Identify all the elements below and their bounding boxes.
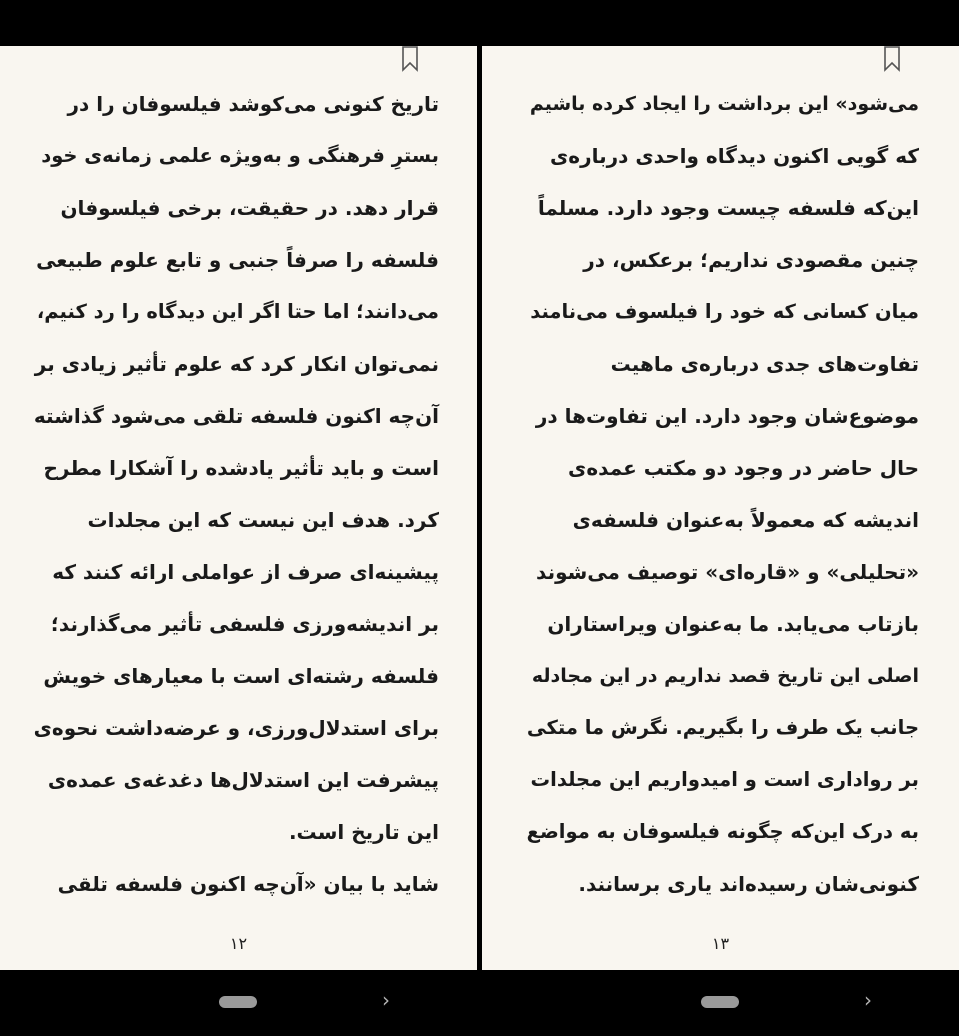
book-page-left[interactable]: [0, 46, 477, 970]
text-line: پیشینه‌ای صرف از عواملی ارائه کنند که: [52, 560, 439, 584]
book-page-right[interactable]: [482, 46, 959, 970]
text-line: فلسفه را صرفاً جنبی و تابع علوم طبیعی: [36, 248, 439, 272]
text-line: موضوع‌شان وجود دارد. این تفاوت‌ها در: [535, 404, 919, 428]
text-line: قرار دهد. در حقیقت، برخی فیلسوفان: [60, 196, 439, 220]
chevron-right-icon[interactable]: ›: [382, 988, 390, 1012]
text-line: پیشرفت این استدلال‌ها دغدغه‌ی عمده‌ی: [47, 768, 439, 792]
text-line: شاید با بیان «آن‌چه اکنون فلسفه تلقی: [57, 872, 439, 896]
text-line: است و باید تأثیر یادشده را آشکارا مطرح: [43, 456, 439, 480]
page-text: [526, 78, 919, 910]
text-line: این‌که فلسفه چیست وجود دارد. مسلماً: [537, 196, 919, 220]
text-line: تاریخ کنونی می‌کوشد فیلسوفان را در: [67, 92, 439, 116]
status-bar: [0, 0, 477, 46]
text-line: چنین مقصودی نداریم؛ برعکس، در: [583, 248, 919, 272]
text-line: اصلی این تاریخ قصد نداریم در این مجادله: [531, 665, 919, 687]
text-line: اندیشه که معمولاً به‌عنوان فلسفه‌ی: [572, 508, 919, 532]
text-line: حال حاضر در وجود دو مکتب عمده‌ی: [568, 456, 919, 480]
chevron-right-icon[interactable]: ›: [864, 988, 872, 1012]
page-text: [32, 78, 439, 910]
page-number: ۱۲: [229, 934, 248, 953]
status-bar: [482, 0, 959, 46]
text-line: بر اندیشه‌ورزی فلسفی تأثیر می‌گذارند؛: [50, 612, 439, 636]
text-line: این تاریخ است.: [288, 820, 439, 844]
text-line: آن‌چه اکنون فلسفه تلقی می‌شود گذاشته: [33, 404, 439, 428]
navigation-bar: [0, 970, 477, 1036]
text-line: برای استدلال‌ورزی، و عرضه‌داشت نحوه‌ی: [33, 716, 439, 740]
text-line: میان کسانی که خود را فیلسوف می‌نامند: [530, 300, 919, 323]
left-screen: [0, 0, 477, 1036]
text-line: می‌دانند؛ اما حتا اگر این دیدگاه را رد کنیم،: [36, 300, 439, 323]
text-line: بازتاب می‌یابد. ما به‌عنوان ویراستاران: [547, 612, 919, 636]
text-line: کرد. هدف این نیست که این مجلدات: [87, 508, 439, 532]
text-line: «تحلیلی» و «قاره‌ای» توصیف می‌شوند: [536, 560, 919, 584]
home-pill-icon[interactable]: [701, 996, 739, 1008]
text-line: به درک این‌که چگونه فیلسوفان به مواضع: [526, 820, 919, 843]
text-line: بر رواداری است و امیدواریم این مجلدات: [530, 768, 919, 791]
right-screen: [482, 0, 959, 1036]
text-line: جانب یک طرف را بگیریم. نگرش ما متکی: [526, 716, 919, 739]
text-line: بسترِ فرهنگی و به‌ویژه علمی زمانه‌ی خود: [41, 144, 439, 167]
page-number: ۱۳: [711, 934, 730, 953]
text-line: تفاوت‌های جدی درباره‌ی ماهیت: [610, 352, 919, 376]
text-line: کنونی‌شان رسیده‌اند یاری برسانند.: [578, 872, 919, 896]
text-line: که گویی اکنون دیدگاه واحدی درباره‌ی: [549, 144, 919, 168]
bookmark-icon[interactable]: [401, 46, 419, 72]
navigation-bar: [482, 970, 959, 1036]
text-line: نمی‌توان انکار کرد که علوم تأثیر زیادی بر: [34, 352, 439, 376]
home-pill-icon[interactable]: [219, 996, 257, 1008]
bookmark-icon[interactable]: [883, 46, 901, 72]
text-line: می‌شود» این برداشت را ایجاد کرده باشیم: [529, 93, 919, 115]
text-line: فلسفه رشته‌ای است با معیارهای خویش: [43, 664, 439, 688]
